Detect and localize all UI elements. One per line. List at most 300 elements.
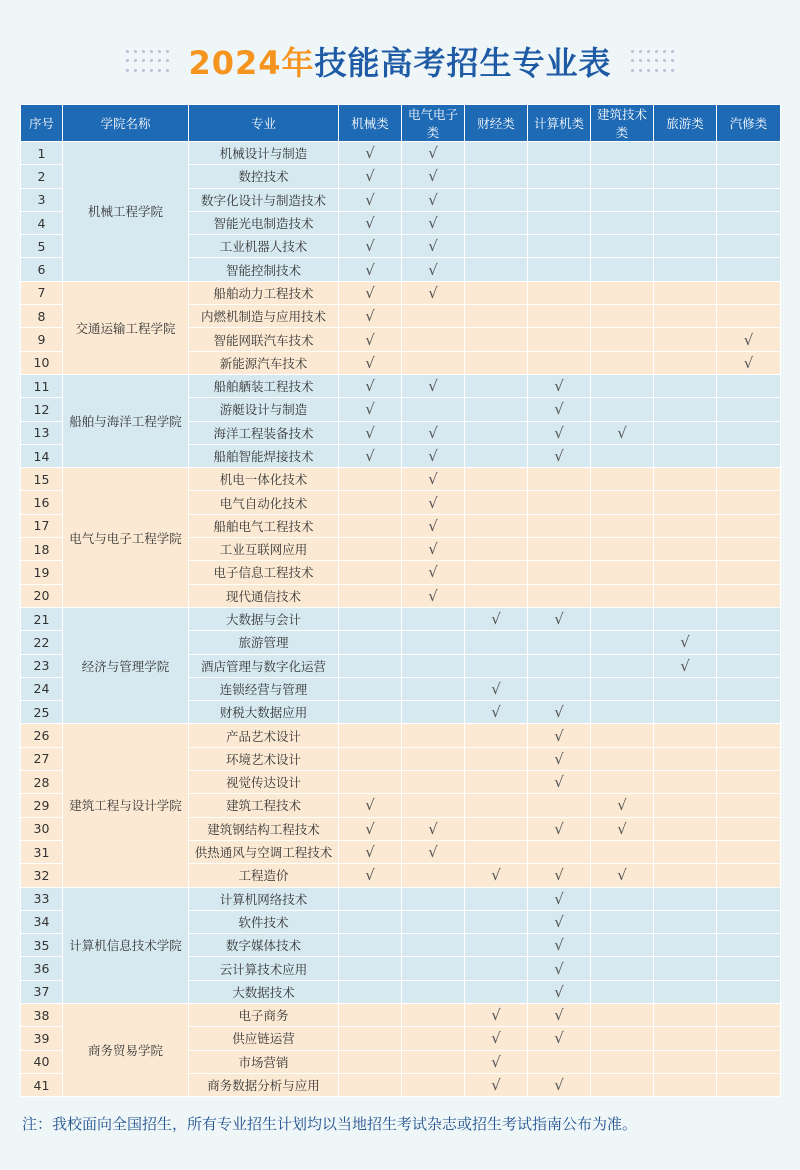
empty-cell [528, 491, 591, 514]
major-name: 数控技术 [189, 165, 339, 188]
row-index: 27 [21, 747, 63, 770]
empty-cell [402, 701, 465, 724]
major-name: 商务数据分析与应用 [189, 1073, 339, 1096]
row-index: 36 [21, 957, 63, 980]
check-mark: √ [528, 444, 591, 467]
empty-cell [402, 864, 465, 887]
empty-cell [717, 538, 781, 561]
empty-cell [591, 444, 654, 467]
empty-cell [528, 142, 591, 165]
empty-cell [402, 1027, 465, 1050]
empty-cell [339, 1050, 402, 1073]
check-mark: √ [528, 724, 591, 747]
empty-cell [591, 188, 654, 211]
empty-cell [402, 1050, 465, 1073]
table-body [21, 142, 781, 1097]
empty-cell [654, 142, 717, 165]
empty-cell [654, 211, 717, 234]
check-mark: √ [339, 864, 402, 887]
major-name: 机电一体化技术 [189, 468, 339, 491]
empty-cell [717, 771, 781, 794]
empty-cell [654, 677, 717, 700]
empty-cell [654, 561, 717, 584]
empty-cell [465, 328, 528, 351]
header-index: 序号 [21, 105, 63, 142]
empty-cell [528, 258, 591, 281]
empty-cell [528, 1050, 591, 1073]
empty-cell [465, 794, 528, 817]
majors-table [20, 104, 781, 1097]
empty-cell [339, 468, 402, 491]
check-mark: √ [339, 398, 402, 421]
row-index: 20 [21, 584, 63, 607]
empty-cell [591, 934, 654, 957]
row-index: 41 [21, 1073, 63, 1096]
empty-cell [465, 258, 528, 281]
footnote: 注：我校面向全国招生，所有专业招生计划均以当地招生考试杂志或招生考试指南公布为准。 [22, 1115, 638, 1133]
empty-cell [717, 165, 781, 188]
empty-cell [717, 747, 781, 770]
page-title [188, 38, 611, 84]
table-row [21, 887, 781, 910]
empty-cell [339, 701, 402, 724]
empty-cell [654, 817, 717, 840]
row-index: 8 [21, 305, 63, 328]
empty-cell [402, 398, 465, 421]
empty-cell [465, 654, 528, 677]
empty-cell [591, 374, 654, 397]
empty-cell [717, 374, 781, 397]
empty-cell [654, 351, 717, 374]
empty-cell [591, 887, 654, 910]
row-index: 19 [21, 561, 63, 584]
empty-cell [654, 840, 717, 863]
empty-cell [402, 1073, 465, 1096]
check-mark: √ [528, 1027, 591, 1050]
empty-cell [528, 351, 591, 374]
empty-cell [591, 281, 654, 304]
empty-cell [528, 514, 591, 537]
check-mark: √ [339, 258, 402, 281]
empty-cell [465, 887, 528, 910]
row-index: 4 [21, 211, 63, 234]
college-name: 电气与电子工程学院 [63, 468, 189, 608]
empty-cell [465, 957, 528, 980]
check-mark: √ [528, 910, 591, 933]
empty-cell [591, 258, 654, 281]
empty-cell [717, 398, 781, 421]
empty-cell [717, 1003, 781, 1026]
major-name: 电子信息工程技术 [189, 561, 339, 584]
empty-cell [465, 910, 528, 933]
empty-cell [591, 654, 654, 677]
empty-cell [465, 747, 528, 770]
header-category: 旅游类 [654, 105, 717, 142]
empty-cell [465, 235, 528, 258]
row-index: 23 [21, 654, 63, 677]
empty-cell [339, 654, 402, 677]
check-mark: √ [528, 398, 591, 421]
college-name: 经济与管理学院 [63, 607, 189, 723]
major-name: 建筑钢结构工程技术 [189, 817, 339, 840]
empty-cell [717, 584, 781, 607]
row-index: 37 [21, 980, 63, 1003]
check-mark: √ [402, 444, 465, 467]
empty-cell [717, 514, 781, 537]
empty-cell [402, 677, 465, 700]
empty-cell [654, 491, 717, 514]
empty-cell [591, 235, 654, 258]
empty-cell [402, 771, 465, 794]
empty-cell [402, 328, 465, 351]
empty-cell [465, 165, 528, 188]
table-row [21, 724, 781, 747]
check-mark: √ [528, 421, 591, 444]
row-index: 18 [21, 538, 63, 561]
check-mark: √ [528, 957, 591, 980]
check-mark: √ [402, 491, 465, 514]
major-name: 现代通信技术 [189, 584, 339, 607]
empty-cell [717, 957, 781, 980]
empty-cell [465, 934, 528, 957]
check-mark: √ [591, 864, 654, 887]
check-mark: √ [465, 607, 528, 630]
empty-cell [339, 538, 402, 561]
empty-cell [654, 188, 717, 211]
empty-cell [528, 328, 591, 351]
empty-cell [465, 468, 528, 491]
empty-cell [717, 980, 781, 1003]
row-index: 28 [21, 771, 63, 794]
empty-cell [591, 538, 654, 561]
header-category: 机械类 [339, 105, 402, 142]
row-index: 16 [21, 491, 63, 514]
empty-cell [717, 1050, 781, 1073]
empty-cell [654, 934, 717, 957]
empty-cell [465, 142, 528, 165]
college-name: 机械工程学院 [63, 142, 189, 282]
table-row [21, 1003, 781, 1026]
check-mark: √ [528, 864, 591, 887]
empty-cell [402, 1003, 465, 1026]
empty-cell [654, 305, 717, 328]
empty-cell [465, 421, 528, 444]
empty-cell [465, 538, 528, 561]
empty-cell [591, 957, 654, 980]
header-major: 专业 [189, 105, 339, 142]
header-category: 计算机类 [528, 105, 591, 142]
check-mark: √ [402, 374, 465, 397]
major-name: 建筑工程技术 [189, 794, 339, 817]
empty-cell [339, 771, 402, 794]
empty-cell [591, 1073, 654, 1096]
empty-cell [465, 374, 528, 397]
empty-cell [339, 607, 402, 630]
empty-cell [339, 724, 402, 747]
empty-cell [528, 840, 591, 863]
empty-cell [465, 980, 528, 1003]
major-name: 财税大数据应用 [189, 701, 339, 724]
empty-cell [528, 305, 591, 328]
major-name: 供热通风与空调工程技术 [189, 840, 339, 863]
row-index: 21 [21, 607, 63, 630]
empty-cell [591, 771, 654, 794]
empty-cell [528, 188, 591, 211]
empty-cell [591, 701, 654, 724]
empty-cell [528, 654, 591, 677]
table-header-row [21, 105, 781, 142]
empty-cell [402, 724, 465, 747]
empty-cell [654, 910, 717, 933]
empty-cell [717, 840, 781, 863]
empty-cell [591, 165, 654, 188]
row-index: 11 [21, 374, 63, 397]
check-mark: √ [528, 607, 591, 630]
major-name: 智能控制技术 [189, 258, 339, 281]
major-name: 游艇设计与制造 [189, 398, 339, 421]
empty-cell [717, 561, 781, 584]
major-name: 环境艺术设计 [189, 747, 339, 770]
empty-cell [591, 398, 654, 421]
empty-cell [654, 444, 717, 467]
check-mark: √ [339, 211, 402, 234]
check-mark: √ [339, 142, 402, 165]
major-name: 软件技术 [189, 910, 339, 933]
empty-cell [717, 817, 781, 840]
empty-cell [591, 677, 654, 700]
empty-cell [528, 631, 591, 654]
empty-cell [339, 1003, 402, 1026]
row-index: 31 [21, 840, 63, 863]
check-mark: √ [528, 980, 591, 1003]
empty-cell [591, 840, 654, 863]
empty-cell [402, 887, 465, 910]
empty-cell [717, 724, 781, 747]
check-mark: √ [339, 794, 402, 817]
empty-cell [591, 211, 654, 234]
empty-cell [465, 398, 528, 421]
row-index: 40 [21, 1050, 63, 1073]
row-index: 38 [21, 1003, 63, 1026]
empty-cell [591, 631, 654, 654]
row-index: 15 [21, 468, 63, 491]
major-name: 新能源汽车技术 [189, 351, 339, 374]
empty-cell [465, 561, 528, 584]
row-index: 13 [21, 421, 63, 444]
empty-cell [654, 235, 717, 258]
header-college: 学院名称 [63, 105, 189, 142]
row-index: 5 [21, 235, 63, 258]
empty-cell [528, 584, 591, 607]
check-mark: √ [339, 817, 402, 840]
empty-cell [654, 701, 717, 724]
empty-cell [465, 188, 528, 211]
row-index: 35 [21, 934, 63, 957]
empty-cell [717, 142, 781, 165]
empty-cell [654, 980, 717, 1003]
empty-cell [717, 305, 781, 328]
check-mark: √ [402, 211, 465, 234]
table-row [21, 281, 781, 304]
empty-cell [717, 677, 781, 700]
check-mark: √ [465, 1003, 528, 1026]
empty-cell [402, 631, 465, 654]
check-mark: √ [591, 794, 654, 817]
check-mark: √ [402, 235, 465, 258]
major-name: 连锁经营与管理 [189, 677, 339, 700]
major-name: 机械设计与制造 [189, 142, 339, 165]
empty-cell [591, 584, 654, 607]
title-text: 技能高考招生专业表 [314, 44, 612, 82]
empty-cell [654, 864, 717, 887]
empty-cell [528, 561, 591, 584]
major-name: 内燃机制造与应用技术 [189, 305, 339, 328]
empty-cell [654, 374, 717, 397]
college-name: 计算机信息技术学院 [63, 887, 189, 1003]
major-name: 酒店管理与数字化运营 [189, 654, 339, 677]
empty-cell [654, 1003, 717, 1026]
table-row [21, 607, 781, 630]
major-name: 产品艺术设计 [189, 724, 339, 747]
empty-cell [717, 794, 781, 817]
empty-cell [528, 281, 591, 304]
check-mark: √ [654, 631, 717, 654]
check-mark: √ [528, 747, 591, 770]
empty-cell [465, 211, 528, 234]
empty-cell [591, 468, 654, 491]
empty-cell [654, 1073, 717, 1096]
row-index: 17 [21, 514, 63, 537]
title-year: 2024年 [188, 44, 315, 82]
check-mark: √ [402, 538, 465, 561]
check-mark: √ [339, 281, 402, 304]
college-name: 船舶与海洋工程学院 [63, 374, 189, 467]
major-name: 数字化设计与制造技术 [189, 188, 339, 211]
row-index: 34 [21, 910, 63, 933]
check-mark: √ [717, 328, 781, 351]
empty-cell [717, 654, 781, 677]
row-index: 7 [21, 281, 63, 304]
row-index: 32 [21, 864, 63, 887]
empty-cell [717, 281, 781, 304]
row-index: 1 [21, 142, 63, 165]
empty-cell [591, 561, 654, 584]
empty-cell [654, 1027, 717, 1050]
empty-cell [717, 1027, 781, 1050]
check-mark: √ [339, 188, 402, 211]
empty-cell [402, 305, 465, 328]
row-index: 14 [21, 444, 63, 467]
empty-cell [591, 328, 654, 351]
empty-cell [339, 491, 402, 514]
empty-cell [402, 980, 465, 1003]
check-mark: √ [402, 817, 465, 840]
college-name: 建筑工程与设计学院 [63, 724, 189, 887]
empty-cell [717, 934, 781, 957]
row-index: 22 [21, 631, 63, 654]
empty-cell [465, 631, 528, 654]
empty-cell [591, 747, 654, 770]
empty-cell [654, 607, 717, 630]
empty-cell [654, 165, 717, 188]
empty-cell [528, 677, 591, 700]
major-name: 旅游管理 [189, 631, 339, 654]
check-mark: √ [339, 840, 402, 863]
empty-cell [654, 584, 717, 607]
empty-cell [654, 887, 717, 910]
empty-cell [654, 747, 717, 770]
major-name: 船舶电气工程技术 [189, 514, 339, 537]
empty-cell [402, 910, 465, 933]
check-mark: √ [528, 701, 591, 724]
empty-cell [339, 631, 402, 654]
check-mark: √ [528, 887, 591, 910]
empty-cell [654, 794, 717, 817]
check-mark: √ [402, 188, 465, 211]
major-name: 工业机器人技术 [189, 235, 339, 258]
empty-cell [717, 607, 781, 630]
empty-cell [717, 188, 781, 211]
check-mark: √ [402, 514, 465, 537]
empty-cell [402, 607, 465, 630]
empty-cell [402, 794, 465, 817]
empty-cell [591, 351, 654, 374]
empty-cell [654, 771, 717, 794]
empty-cell [591, 1027, 654, 1050]
empty-cell [465, 817, 528, 840]
check-mark: √ [528, 817, 591, 840]
empty-cell [402, 654, 465, 677]
empty-cell [717, 631, 781, 654]
empty-cell [717, 887, 781, 910]
row-index: 39 [21, 1027, 63, 1050]
check-mark: √ [591, 817, 654, 840]
empty-cell [528, 211, 591, 234]
empty-cell [717, 1073, 781, 1096]
empty-cell [654, 421, 717, 444]
major-name: 供应链运营 [189, 1027, 339, 1050]
check-mark: √ [402, 584, 465, 607]
check-mark: √ [339, 351, 402, 374]
empty-cell [339, 887, 402, 910]
empty-cell [339, 584, 402, 607]
empty-cell [717, 701, 781, 724]
empty-cell [654, 328, 717, 351]
header-category: 电气电子类 [402, 105, 465, 142]
empty-cell [717, 910, 781, 933]
empty-cell [528, 235, 591, 258]
empty-cell [654, 538, 717, 561]
major-name: 视觉传达设计 [189, 771, 339, 794]
check-mark: √ [339, 444, 402, 467]
check-mark: √ [339, 374, 402, 397]
empty-cell [528, 468, 591, 491]
empty-cell [465, 840, 528, 863]
major-name: 电子商务 [189, 1003, 339, 1026]
header-category: 财经类 [465, 105, 528, 142]
empty-cell [717, 235, 781, 258]
check-mark: √ [339, 328, 402, 351]
empty-cell [402, 351, 465, 374]
check-mark: √ [717, 351, 781, 374]
check-mark: √ [402, 258, 465, 281]
check-mark: √ [465, 1027, 528, 1050]
major-name: 工业互联网应用 [189, 538, 339, 561]
major-name: 数字媒体技术 [189, 934, 339, 957]
empty-cell [465, 584, 528, 607]
empty-cell [591, 491, 654, 514]
table-row [21, 374, 781, 397]
